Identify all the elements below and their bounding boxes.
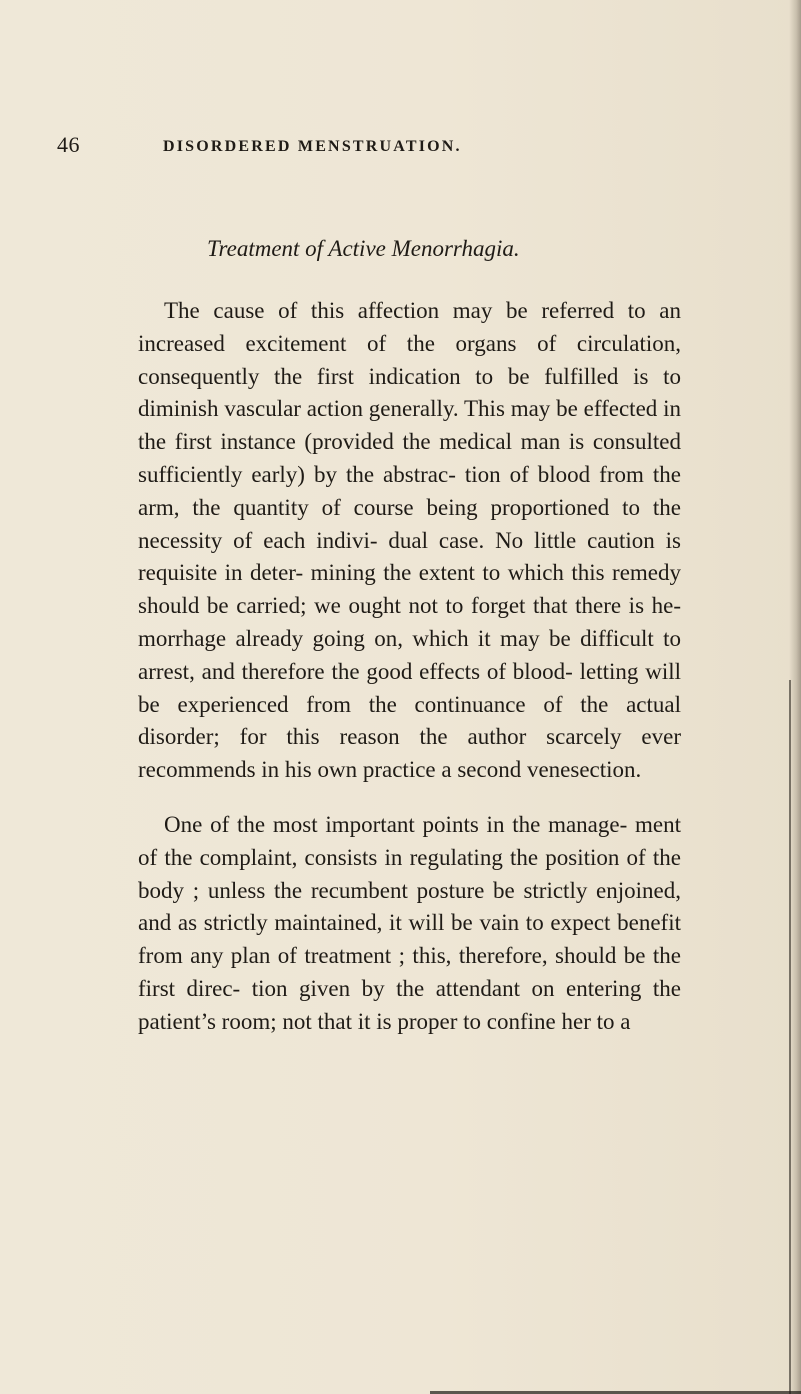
- page-edge-line: [789, 680, 791, 1394]
- paragraph-1: The cause of this affection may be referred to an increased excitement of the organs of circulation, consequently the first indication to be fulfilled is to diminish vascular action generally. This may be effected in the first instance (provided the medical man is consulted sufficiently early) by the abstrac- tion of blood from the arm, the quantity of course being proportioned to the necessity of each indivi- dual case. No little caution is requisite in deter- mining the extent to which this remedy should be carried; we ought not to forget that there is he- morrhage already going on, which it may be difficult to arrest, and therefore the good effects of blood- letting will be experienced from the continuance of the actual disorder; for this reason the author scarcely ever recommends in his own practice a second venesection.: [138, 298, 681, 783]
- page-number: 46: [57, 132, 80, 157]
- paragraph-2: One of the most important points in the manage- ment of the complaint, consists in regulating the position of the body ; unless the recumbent posture be strictly enjoined, and as strictly maintained, it will be vain to expect benefit from any plan of treatment ; this, therefore, should be the first direc- tion given by the attendant on entering the patient’s room; not that it is proper to confine her to a: [138, 812, 681, 1034]
- section-heading: Treatment of Active Menorrhagia.: [207, 236, 520, 261]
- running-head: DISORDERED MENSTRUATION.: [163, 138, 462, 155]
